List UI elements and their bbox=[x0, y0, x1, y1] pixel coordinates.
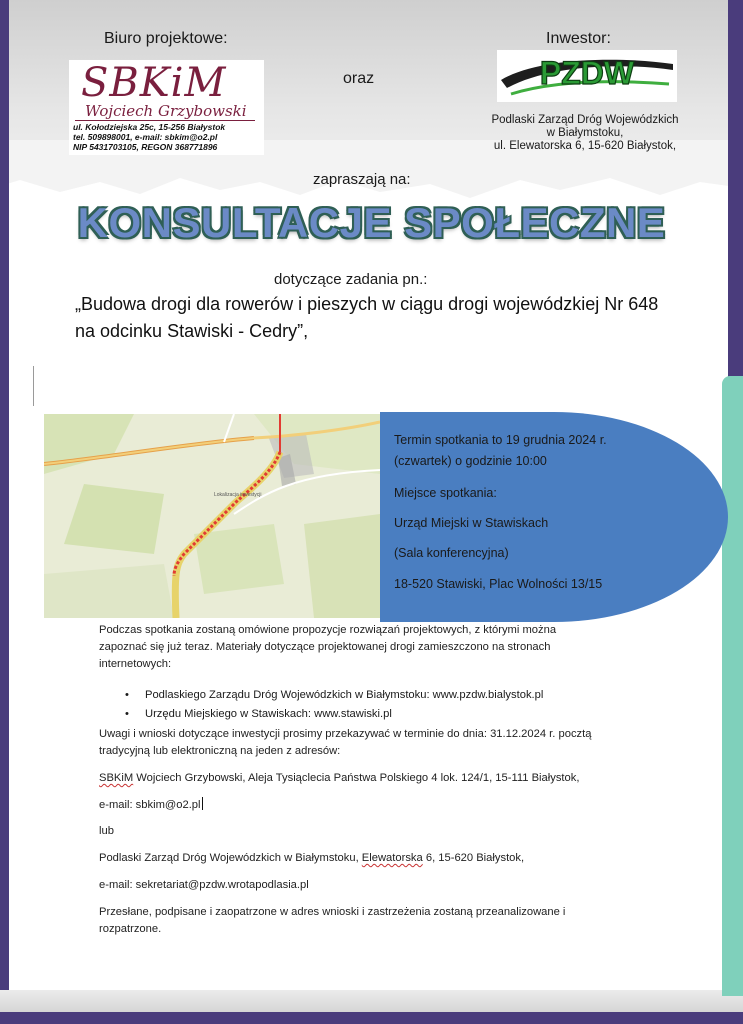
pzdw-city-line: w Białymstoku, bbox=[546, 127, 624, 139]
sbkim-email-text: e-mail: sbkim@o2.pl bbox=[99, 799, 201, 811]
inwestor-label: Inwestor: bbox=[546, 30, 611, 47]
sbkim-word: SBKiM bbox=[99, 772, 134, 784]
map-location-label: Lokalizacja inwestycji bbox=[214, 492, 262, 498]
websites-list bbox=[125, 686, 543, 724]
meeting-address: 18-520 Stawiski, Plac Wolności 13/15 bbox=[394, 577, 603, 591]
meeting-venue: Urząd Miejski w Stawiskach bbox=[394, 516, 549, 530]
sbkim-logo-card bbox=[69, 60, 264, 155]
pzdw-name-line: Podlaski Zarząd Dróg Wojewódzkich bbox=[491, 114, 679, 126]
page-fragment-line bbox=[33, 366, 34, 406]
task-title-line-1: „Budowa drogi dla rowerów i pieszych w ciągu drogi wojewódzkiej Nr 648 bbox=[75, 294, 659, 314]
meeting-room: (Sala konferencyjna) bbox=[394, 546, 509, 560]
sbkim-contact-text: Wojciech Grzybowski, Aleja Tysiąclecia Państwa Polskiego 4 lok. 124/1, 15-111 Białystok, bbox=[133, 772, 580, 784]
concerning-text: dotyczące zadania pn.: bbox=[274, 271, 428, 288]
remarks-line: tradycyjną lub elektroniczną na jeden z adresów: bbox=[99, 745, 341, 757]
sbkim-phone-line: tel. 509898001, e-mail: sbkim@o2.pl bbox=[73, 132, 218, 142]
pzdw-logo-text: PZDW bbox=[539, 55, 635, 91]
pzdw-contact-text: Podlaski Zarząd Dróg Wojewódzkich w Białymstoku, bbox=[99, 852, 362, 864]
list-item: • Urzędu Miejskiego w Stawiskach: www.stawiski.pl bbox=[125, 705, 543, 724]
intro-paragraph bbox=[99, 622, 659, 673]
pzdw-logo bbox=[497, 50, 677, 102]
pzdw-street-line: ul. Elewatorska 6, 15-620 Białystok, bbox=[493, 140, 677, 152]
closing-paragraph bbox=[99, 904, 659, 938]
location-map bbox=[44, 414, 380, 618]
meeting-place-label: Miejsce spotkania: bbox=[394, 486, 497, 500]
biuro-label: Biuro projektowe: bbox=[104, 30, 228, 47]
pzdw-email: e-mail: sekretariat@pzdw.wrotapodlasia.pl bbox=[99, 879, 309, 891]
lub-text: lub bbox=[99, 825, 114, 837]
frame-bottom bbox=[0, 1012, 743, 1024]
sbkim-contact-address bbox=[99, 770, 659, 787]
sbkim-logo: SBKiM bbox=[81, 60, 227, 106]
sbkim-subtitle: Wojciech Grzybowski bbox=[85, 102, 247, 120]
meeting-info-ellipse bbox=[380, 412, 728, 622]
sbkim-address bbox=[73, 122, 263, 152]
pzdw-contact-address bbox=[99, 850, 659, 867]
frame-left bbox=[0, 0, 9, 1024]
task-title bbox=[75, 291, 715, 345]
meeting-time: (czwartek) o godzinie 10:00 bbox=[394, 454, 547, 468]
text-cursor bbox=[202, 797, 203, 810]
sbkim-address-line: ul. Kołodziejska 25c, 15-256 Białystok bbox=[73, 122, 226, 132]
closing-line: Przesłane, podpisane i zaopatrzone w adres wnioski i zastrzeżenia zostaną przeanalizowane i bbox=[99, 906, 566, 918]
elewatorska-word: Elewatorska bbox=[361, 852, 423, 864]
intro-line: internetowych: bbox=[99, 658, 172, 670]
intro-line: Podczas spotkania zostaną omówione propozycje rozwiązań projektowych, z którymi można bbox=[99, 624, 557, 636]
headline: KONSULTACJE SPOŁECZNE bbox=[77, 199, 666, 246]
sbkim-divider bbox=[75, 120, 255, 121]
invite-text: zapraszają na: bbox=[313, 171, 411, 188]
task-title-line-2: na odcinku Stawiski - Cedry”, bbox=[75, 321, 309, 341]
pzdw-contact-city: 6, 15-620 Białystok, bbox=[422, 852, 525, 864]
torn-paper-footer bbox=[0, 990, 743, 1012]
meeting-date: Termin spotkania to 19 grudnia 2024 r. bbox=[394, 433, 607, 447]
sbkim-email bbox=[99, 797, 659, 814]
teal-side-tab bbox=[722, 376, 743, 996]
remarks-line: Uwagi i wnioski dotyczące inwestycji prosimy przekazywać w terminie do dnia: 31.12.2024 r. pocztą bbox=[99, 728, 592, 740]
remarks-paragraph bbox=[99, 726, 659, 760]
list-item: • Podlaskiego Zarządu Dróg Wojewódzkich w Białymstoku: www.pzdw.bialystok.pl bbox=[125, 686, 543, 705]
closing-line: rozpatrzone. bbox=[99, 923, 162, 935]
pzdw-address bbox=[470, 114, 700, 153]
intro-line: zapoznać się już teraz. Materiały dotyczące projektowanej drogi zamieszczono na stronach bbox=[99, 641, 551, 653]
sbkim-nip-line: NIP 5431703105, REGON 368771896 bbox=[73, 142, 218, 152]
oraz-label: oraz bbox=[343, 70, 375, 87]
